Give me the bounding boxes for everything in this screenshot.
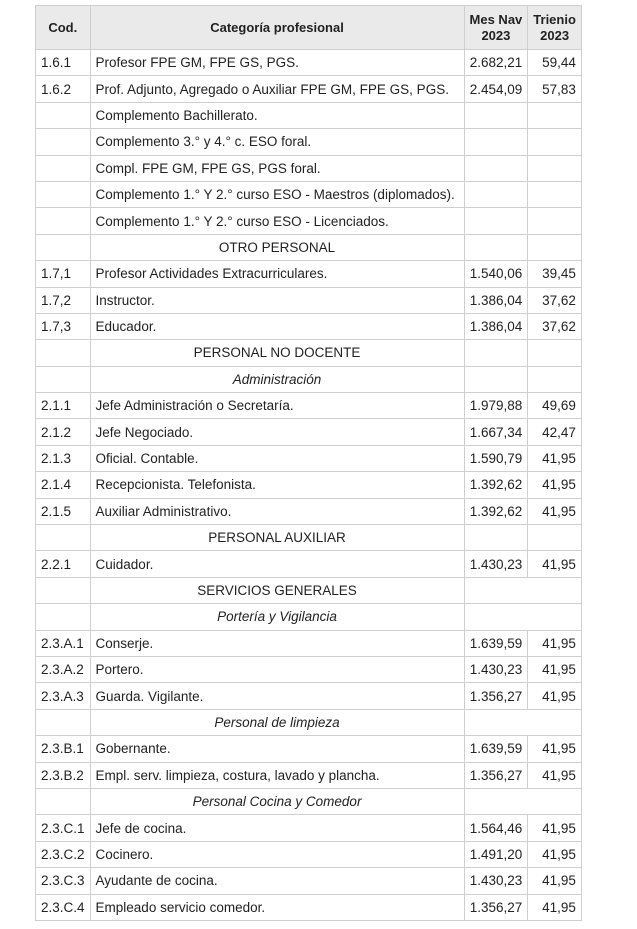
trienio-cell: 41,95 <box>528 445 582 471</box>
trienio-cell: 41,95 <box>528 630 582 656</box>
table-row <box>36 393 582 419</box>
section-title: OTRO PERSONAL <box>90 234 464 260</box>
mes-nav-cell: 1.979,88 <box>464 393 528 419</box>
mes-nav-cell: 1.356,27 <box>464 762 528 788</box>
category-cell: Auxiliar Administrativo. <box>90 498 464 524</box>
category-cell: Complemento 3.° y 4.° c. ESO foral. <box>90 129 464 155</box>
section-title: Portería y Vigilancia <box>90 604 464 630</box>
code-cell <box>36 234 91 260</box>
empty-cell <box>464 234 528 260</box>
section-row <box>36 525 582 551</box>
mes-nav-cell: 1.356,27 <box>464 683 528 709</box>
code-cell: 2.1.4 <box>36 472 91 498</box>
table-row <box>36 287 582 313</box>
table-row <box>36 498 582 524</box>
mes-nav-cell: 2.454,09 <box>464 76 528 102</box>
code-cell <box>36 129 91 155</box>
mes-nav-cell: 1.564,46 <box>464 815 528 841</box>
header-mes-line2: 2023 <box>481 27 511 43</box>
code-cell: 1.7,1 <box>36 261 91 287</box>
table-row <box>36 630 582 656</box>
trienio-cell <box>528 102 582 128</box>
trienio-cell: 57,83 <box>528 76 582 102</box>
trienio-cell: 39,45 <box>528 261 582 287</box>
code-cell: 2.3.B.1 <box>36 736 91 762</box>
code-cell: 1.6.1 <box>36 50 91 76</box>
empty-cell <box>528 340 582 366</box>
code-cell <box>36 788 91 814</box>
empty-cell <box>464 604 581 630</box>
mes-nav-cell: 1.430,23 <box>464 656 528 682</box>
code-cell: 2.3.A.2 <box>36 656 91 682</box>
category-cell: Complemento Bachillerato. <box>90 102 464 128</box>
header-trienio-line1: Trienio <box>533 11 576 27</box>
section-row <box>36 788 582 814</box>
category-cell: Gobernante. <box>90 736 464 762</box>
mes-nav-cell <box>464 129 528 155</box>
category-cell: Profesor FPE GM, FPE GS, PGS. <box>90 50 464 76</box>
category-cell: Jefe Administración o Secretaría. <box>90 393 464 419</box>
table-row <box>36 419 582 445</box>
trienio-cell: 41,95 <box>528 472 582 498</box>
mes-nav-cell: 1.667,34 <box>464 419 528 445</box>
trienio-cell: 41,95 <box>528 736 582 762</box>
trienio-cell: 41,95 <box>528 551 582 577</box>
empty-cell <box>528 525 582 551</box>
section-title: PERSONAL NO DOCENTE <box>90 340 464 366</box>
trienio-cell: 59,44 <box>528 50 582 76</box>
trienio-cell <box>528 129 582 155</box>
table-row <box>36 868 582 894</box>
code-cell: 2.3.C.4 <box>36 894 91 920</box>
code-cell: 2.1.2 <box>36 419 91 445</box>
trienio-cell: 49,69 <box>528 393 582 419</box>
empty-cell <box>464 525 528 551</box>
category-cell: Cuidador. <box>90 551 464 577</box>
code-cell <box>36 181 91 207</box>
table-row <box>36 208 582 234</box>
table-row <box>36 551 582 577</box>
table-row <box>36 129 582 155</box>
table-row <box>36 50 582 76</box>
header-trienio <box>528 6 582 50</box>
code-cell <box>36 208 91 234</box>
table-row <box>36 155 582 181</box>
category-cell: Complemento 1.° Y 2.° curso ESO - Maestros (diplomados). <box>90 181 464 207</box>
trienio-cell: 37,62 <box>528 313 582 339</box>
table-row <box>36 76 582 102</box>
mes-nav-cell: 1.392,62 <box>464 498 528 524</box>
category-cell: Empleado servicio comedor. <box>90 894 464 920</box>
empty-cell <box>464 366 528 392</box>
code-cell: 2.3.A.1 <box>36 630 91 656</box>
trienio-cell: 41,95 <box>528 656 582 682</box>
trienio-cell <box>528 155 582 181</box>
category-cell: Prof. Adjunto, Agregado o Auxiliar FPE GM, FPE GS, PGS. <box>90 76 464 102</box>
trienio-cell: 41,95 <box>528 498 582 524</box>
trienio-cell: 41,95 <box>528 841 582 867</box>
code-cell: 2.3.A.3 <box>36 683 91 709</box>
code-cell <box>36 577 91 603</box>
category-cell: Compl. FPE GM, FPE GS, PGS foral. <box>90 155 464 181</box>
salary-table <box>35 5 582 921</box>
category-cell: Ayudante de cocina. <box>90 868 464 894</box>
code-cell: 2.3.C.3 <box>36 868 91 894</box>
empty-cell <box>528 366 582 392</box>
section-row <box>36 604 582 630</box>
category-cell: Jefe Negociado. <box>90 419 464 445</box>
mes-nav-cell: 1.540,06 <box>464 261 528 287</box>
code-cell: 2.1.5 <box>36 498 91 524</box>
table-row <box>36 894 582 920</box>
section-title: SERVICIOS GENERALES <box>90 577 464 603</box>
code-cell: 2.3.C.2 <box>36 841 91 867</box>
table-row <box>36 261 582 287</box>
category-cell: Complemento 1.° Y 2.° curso ESO - Licenciados. <box>90 208 464 234</box>
empty-cell <box>464 577 581 603</box>
trienio-cell <box>528 208 582 234</box>
mes-nav-cell: 2.682,21 <box>464 50 528 76</box>
table-row <box>36 841 582 867</box>
category-cell: Empl. serv. limpieza, costura, lavado y plancha. <box>90 762 464 788</box>
code-cell <box>36 604 91 630</box>
trienio-cell: 41,95 <box>528 868 582 894</box>
header-mes-nav <box>464 6 528 50</box>
trienio-cell: 42,47 <box>528 419 582 445</box>
section-row <box>36 709 582 735</box>
code-cell: 1.7,3 <box>36 313 91 339</box>
mes-nav-cell: 1.430,23 <box>464 551 528 577</box>
section-row <box>36 234 582 260</box>
category-cell: Portero. <box>90 656 464 682</box>
section-row <box>36 366 582 392</box>
mes-nav-cell: 1.639,59 <box>464 736 528 762</box>
mes-nav-cell: 1.386,04 <box>464 287 528 313</box>
table-row <box>36 313 582 339</box>
trienio-cell: 37,62 <box>528 287 582 313</box>
section-row <box>36 340 582 366</box>
code-cell: 2.3.C.1 <box>36 815 91 841</box>
code-cell <box>36 102 91 128</box>
trienio-cell: 41,95 <box>528 762 582 788</box>
table-row <box>36 815 582 841</box>
code-cell <box>36 155 91 181</box>
mes-nav-cell: 1.491,20 <box>464 841 528 867</box>
empty-cell <box>464 788 581 814</box>
empty-cell <box>464 709 581 735</box>
category-cell: Cocinero. <box>90 841 464 867</box>
table-row <box>36 656 582 682</box>
header-mes-line1: Mes Nav <box>469 11 523 27</box>
mes-nav-cell: 1.386,04 <box>464 313 528 339</box>
table-row <box>36 472 582 498</box>
category-cell: Recepcionista. Telefonista. <box>90 472 464 498</box>
code-cell <box>36 366 91 392</box>
table-row <box>36 181 582 207</box>
code-cell: 2.3.B.2 <box>36 762 91 788</box>
trienio-cell <box>528 181 582 207</box>
code-cell: 2.1.3 <box>36 445 91 471</box>
code-cell: 2.1.1 <box>36 393 91 419</box>
table-row <box>36 102 582 128</box>
table-row <box>36 762 582 788</box>
trienio-cell: 41,95 <box>528 894 582 920</box>
section-title: Personal de limpieza <box>90 709 464 735</box>
header-row <box>36 6 582 50</box>
empty-cell <box>528 234 582 260</box>
mes-nav-cell <box>464 181 528 207</box>
mes-nav-cell: 1.430,23 <box>464 868 528 894</box>
header-code: Cod. <box>36 6 91 50</box>
category-cell: Educador. <box>90 313 464 339</box>
category-cell: Profesor Actividades Extracurriculares. <box>90 261 464 287</box>
header-category: Categoría profesional <box>90 6 464 50</box>
category-cell: Oficial. Contable. <box>90 445 464 471</box>
section-row <box>36 577 582 603</box>
code-cell <box>36 340 91 366</box>
section-title: Personal Cocina y Comedor <box>90 788 464 814</box>
table-row <box>36 683 582 709</box>
mes-nav-cell: 1.590,79 <box>464 445 528 471</box>
trienio-cell: 41,95 <box>528 815 582 841</box>
category-cell: Jefe de cocina. <box>90 815 464 841</box>
code-cell: 2.2.1 <box>36 551 91 577</box>
mes-nav-cell <box>464 155 528 181</box>
section-title: Administración <box>90 366 464 392</box>
header-trienio-line2: 2023 <box>540 27 570 43</box>
table-row <box>36 736 582 762</box>
category-cell: Instructor. <box>90 287 464 313</box>
code-cell: 1.6.2 <box>36 76 91 102</box>
category-cell: Conserje. <box>90 630 464 656</box>
mes-nav-cell: 1.392,62 <box>464 472 528 498</box>
category-cell: Guarda. Vigilante. <box>90 683 464 709</box>
mes-nav-cell <box>464 208 528 234</box>
code-cell <box>36 709 91 735</box>
code-cell <box>36 525 91 551</box>
mes-nav-cell: 1.356,27 <box>464 894 528 920</box>
section-title: PERSONAL AUXILIAR <box>90 525 464 551</box>
table-row <box>36 445 582 471</box>
empty-cell <box>464 340 528 366</box>
code-cell: 1.7,2 <box>36 287 91 313</box>
mes-nav-cell <box>464 102 528 128</box>
mes-nav-cell: 1.639,59 <box>464 630 528 656</box>
trienio-cell: 41,95 <box>528 683 582 709</box>
